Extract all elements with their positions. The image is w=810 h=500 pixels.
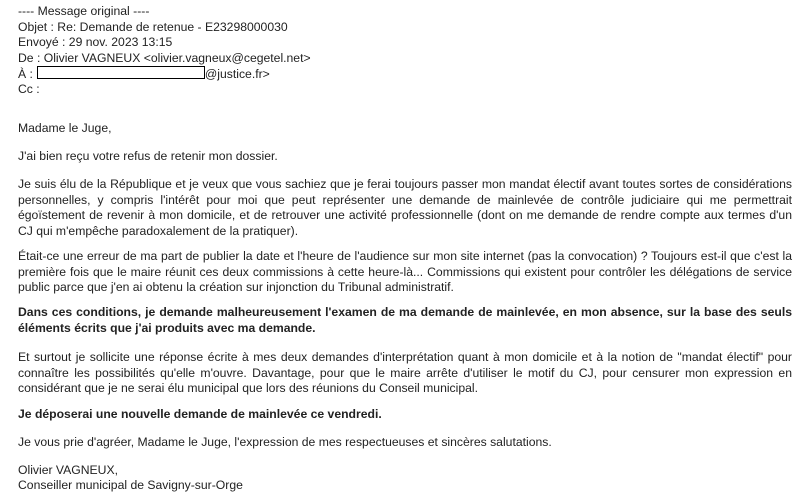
email-header: [18, 4, 792, 97]
paragraph-2: Je suis élu de la République et je veux que vous sachiez que je ferai toujours passer mon mandat électif avant toutes sortes de considérations personnelles, y compris l'intérêt pour moi que peut représenter une demande de mainlevée de contrôle judiciaire qui me permettrait égoïstement de revenir à mon domicile, et de retrouver une activité professionnelle (dont on me demande de rendre compte aux termes d'un CJ qui m'empêche paradoxalement de la pratiquer).: [18, 177, 792, 238]
salutation: Madame le Juge,: [18, 121, 112, 135]
redaction-box: [37, 66, 205, 79]
paragraph-1: J'ai bien reçu votre refus de retenir mon dossier.: [18, 149, 278, 163]
email-document: [18, 4, 792, 492]
paragraph-3: Était-ce une erreur de ma part de publier la date et l'heure de l'audience sur mon site internet (pas la convocation) ? Toujours est-il que c'est la première fois que le maire réunit ces deux commissions à cette heure-là... Commissions qui existent pour contrôler les délégations de service public parce que j'en ai obtenu la création sur injonction du Tribunal administratif.: [18, 249, 792, 294]
paragraph-5: Et surtout je sollicite une réponse écrite à mes deux demandes d'interprétation quant à mon domicile et à la notion de "mandat électif" pour connaître les possibilités qu'elle m'ouvre. Davantage, pour que le maire arrête d'utiliser le motif du CJ, pour censurer mon expression en considérant que je ne serai élu municipal que lors des réunions du Conseil municipal.: [18, 350, 792, 395]
paragraph-7: Je vous prie d'agréer, Madame le Juge, l'expression de mes respectueuses et sincères salutations.: [18, 435, 552, 449]
header-subject: Objet : Re: Demande de retenue - E23298000030: [18, 19, 288, 34]
header-to: [18, 66, 792, 82]
header-cc: Cc :: [18, 81, 40, 96]
signature-title: Conseiller municipal de Savigny-sur-Orge: [18, 478, 243, 492]
paragraph-6-bold: Je déposerai une nouvelle demande de mainlevée ce vendredi.: [18, 407, 382, 421]
paragraph-4-bold: Dans ces conditions, je demande malheureusement l'examen de ma demande de mainlevée, en mon absence, sur la base des seuls éléments écrits que j'ai produits avec ma demande.: [18, 305, 792, 335]
signature-name: Olivier VAGNEUX,: [18, 463, 118, 477]
header-from: De : Olivier VAGNEUX <olivier.vagneux@cegetel.net>: [18, 50, 311, 65]
header-separator: ---- Message original ----: [18, 4, 150, 18]
header-to-domain: @justice.fr>: [204, 67, 270, 81]
header-sent: Envoyé : 29 nov. 2023 13:15: [18, 35, 173, 49]
header-to-label: À :: [18, 67, 33, 81]
